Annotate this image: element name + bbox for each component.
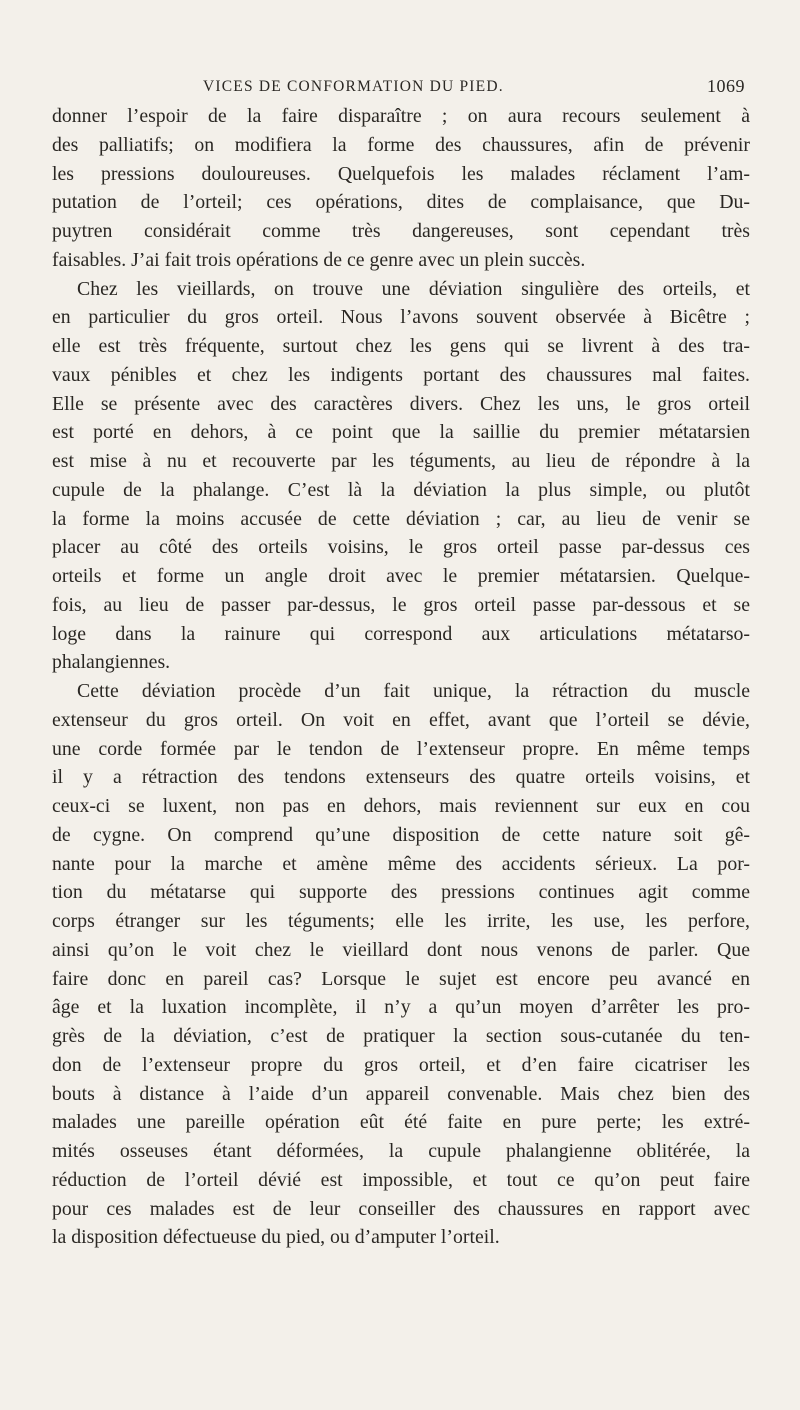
- text-line: est mise à nu et recouverte par les téguments, au lieu de répondre à la: [52, 450, 750, 472]
- text-line: cupule de la phalange. C’est là la déviation la plus simple, ou plutôt: [52, 478, 750, 501]
- text-line: Elle se présente avec des caractères divers. Chez les uns, le gros orteil: [52, 392, 750, 415]
- text-line: mités osseuses étant déformées, la cupule phalangienne oblitérée, la: [52, 1140, 750, 1162]
- text-line: des palliatifs; on modifiera la forme des chaussures, afin de prévenir: [52, 133, 750, 156]
- text-line: âge et la luxation incomplète, il n’y a qu’un moyen d’arrêter les pro-: [52, 996, 750, 1019]
- text-line: est porté en dehors, à ce point que la saillie du premier métatarsien: [52, 421, 750, 444]
- text-line: en particulier du gros orteil. Nous l’avons souvent observée à Bicêtre ;: [52, 306, 750, 329]
- text-line: malades une pareille opération eût été faite en pure perte; les extré-: [52, 1111, 750, 1134]
- text-line: la disposition défectueuse du pied, ou d’amputer l’orteil.: [52, 1226, 500, 1249]
- text-line: bouts à distance à l’aide d’un appareil convenable. Mais chez bien des: [52, 1082, 750, 1105]
- text-line: les pressions douloureuses. Quelquefois les malades réclament l’am-: [52, 162, 750, 185]
- text-line: faire donc en pareil cas? Lorsque le sujet est encore peu avancé en: [52, 967, 750, 990]
- text-line: fois, au lieu de passer par-dessus, le gros orteil passe par-dessous et se: [52, 593, 750, 616]
- text-line: vaux pénibles et chez les indigents portant des chaussures mal faites.: [52, 363, 750, 386]
- text-line: il y a rétraction des tendons extenseurs des quatre orteils voisins, et: [52, 766, 750, 789]
- text-line: tion du métatarse qui supporte des pressions continues agit comme: [52, 881, 750, 904]
- text-line: faisables. J’ai fait trois opérations de ce genre avec un plein succès.: [52, 248, 586, 271]
- text-line: pour ces malades est de leur conseiller des chaussures en rapport avec: [52, 1197, 750, 1220]
- text-line: de cygne. On comprend qu’une disposition de cette nature soit gê-: [52, 823, 750, 846]
- text-line: donner l’espoir de la faire disparaître ; on aura recours seulement à: [52, 105, 750, 127]
- text-line: ainsi qu’on le voit chez le vieillard dont nous venons de parler. Que: [52, 938, 750, 961]
- text-line: extenseur du gros orteil. On voit en effet, avant que l’orteil se dévie,: [52, 708, 750, 731]
- text-line: réduction de l’orteil dévié est impossible, et tout ce qu’on peut faire: [52, 1168, 750, 1191]
- text-line: puytren considérait comme très dangereuses, sont cependant très: [52, 220, 750, 242]
- paragraph-start-line: Chez les vieillards, on trouve une déviation singulière des orteils, et: [77, 277, 750, 300]
- text-line: placer au côté des orteils voisins, le gros orteil passe par-dessus ces: [52, 536, 750, 559]
- text-line: orteils et forme un angle droit avec le premier métatarsien. Quelque-: [52, 565, 750, 587]
- text-line: elle est très fréquente, surtout chez les gens qui se livrent à des tra-: [52, 335, 750, 357]
- text-line: don de l’extenseur propre du gros orteil, et d’en faire cicatriser les: [52, 1053, 750, 1076]
- body-text: [52, 102, 750, 1252]
- text-line: loge dans la rainure qui correspond aux articulations métatarso-: [52, 622, 750, 645]
- page-number: 1069: [707, 76, 745, 96]
- text-line: corps étranger sur les téguments; elle les irrite, les use, les perfore,: [52, 910, 750, 932]
- running-head: [0, 78, 800, 102]
- text-line: nante pour la marche et amène même des accidents sérieux. La por-: [52, 852, 750, 875]
- paragraph-start-line: Cette déviation procède d’un fait unique, la rétraction du muscle: [77, 680, 750, 702]
- text-line: putation de l’orteil; ces opérations, dites de complaisance, que Du-: [52, 191, 750, 214]
- text-line: grès de la déviation, c’est de pratiquer la section sous-cutanée du ten-: [52, 1025, 750, 1047]
- text-line: phalangiennes.: [52, 651, 171, 674]
- running-title: VICES DE CONFORMATION DU PIED.: [203, 78, 504, 95]
- text-line: la forme la moins accusée de cette déviation ; car, au lieu de venir se: [52, 507, 750, 530]
- text-line: ceux-ci se luxent, non pas en dehors, mais reviennent sur eux en cou: [52, 795, 750, 817]
- text-line: une corde formée par le tendon de l’extenseur propre. En même temps: [52, 737, 750, 760]
